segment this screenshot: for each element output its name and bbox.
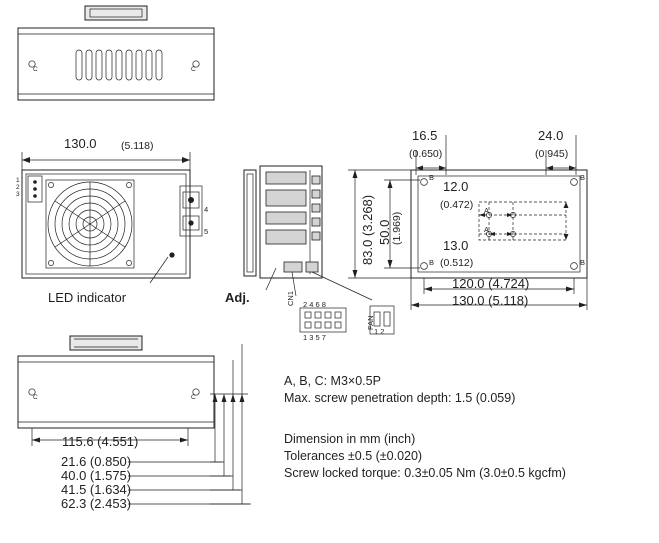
rear-label-b-br: B	[580, 258, 586, 267]
pin-label-4: 4	[204, 205, 209, 214]
pin-label-2: 2	[16, 184, 20, 191]
pin-label-5: 5	[204, 227, 209, 236]
front-view	[22, 152, 202, 283]
dim-16-5-in: (0.650)	[409, 148, 443, 160]
top-view-label-c-left: C	[33, 66, 38, 73]
cn1-top-pins: 2 4 6 8	[303, 300, 326, 309]
adj-label: Adj.	[225, 290, 250, 305]
dim-120-mm: 120.0 (4.724)	[452, 276, 530, 291]
top-view-label-c-right: C	[191, 66, 196, 73]
fan-label: FAN	[366, 315, 375, 330]
top-view	[18, 6, 214, 100]
dim-12-mm: 12.0	[443, 179, 469, 194]
dim-stack-4: 62.3 (2.453)	[61, 496, 132, 511]
rear-label-b-tr: B	[580, 173, 586, 182]
dim-115-6: 115.6 (4.551)	[62, 434, 139, 449]
bottom-label-c-right: C	[191, 394, 196, 401]
side-view	[244, 166, 372, 300]
rear-label-a-2: A	[484, 225, 490, 234]
dim-12-in: (0.472)	[440, 199, 474, 211]
rear-label-a-1: A	[484, 206, 490, 215]
cn1-bottom-pins: 1 3 5 7	[303, 333, 326, 342]
rear-label-b-bl: B	[429, 258, 435, 267]
dim-13-in: (0.512)	[440, 257, 474, 269]
dim-24-in: (0.945)	[535, 148, 569, 160]
rear-label-b-tl: B	[429, 173, 435, 182]
dim-24-mm: 24.0	[538, 128, 564, 143]
dim-50-mm: 50.0	[377, 219, 392, 245]
cn1-label: CN1	[286, 290, 295, 306]
note-dimension-unit: Dimension in mm (inch)	[284, 432, 416, 446]
dim-13-mm: 13.0	[443, 238, 469, 253]
dim-front-width-in: (5.118)	[121, 140, 154, 152]
dim-130-mm: 130.0 (5.118)	[452, 293, 529, 308]
bottom-view	[18, 336, 251, 504]
led-indicator-label: LED indicator	[48, 290, 127, 305]
note-tolerances: Tolerances ±0.5 (±0.020)	[284, 449, 423, 463]
note-screw-type: A, B, C: M3×0.5P	[284, 374, 381, 388]
dim-front-width-mm: 130.0	[64, 136, 97, 151]
note-torque: Screw locked torque: 0.3±0.05 Nm (3.0±0.5 kgcfm)	[284, 466, 566, 480]
fan-pins: 1 2	[374, 327, 385, 336]
dim-83-mm: 83.0 (3.268)	[360, 194, 375, 265]
dim-stack-1: 21.6 (0.850)	[61, 454, 132, 469]
bottom-label-c-left: C	[33, 394, 38, 401]
dim-50-in: (1.969)	[391, 211, 403, 245]
dim-stack-3: 41.5 (1.634)	[61, 482, 132, 497]
pin-label-3: 3	[16, 191, 20, 198]
dim-16-5-mm: 16.5	[412, 128, 438, 143]
note-penetration-depth: Max. screw penetration depth: 1.5 (0.059)	[284, 391, 516, 405]
pin-label-1: 1	[16, 177, 20, 184]
dim-stack-2: 40.0 (1.575)	[61, 468, 132, 483]
